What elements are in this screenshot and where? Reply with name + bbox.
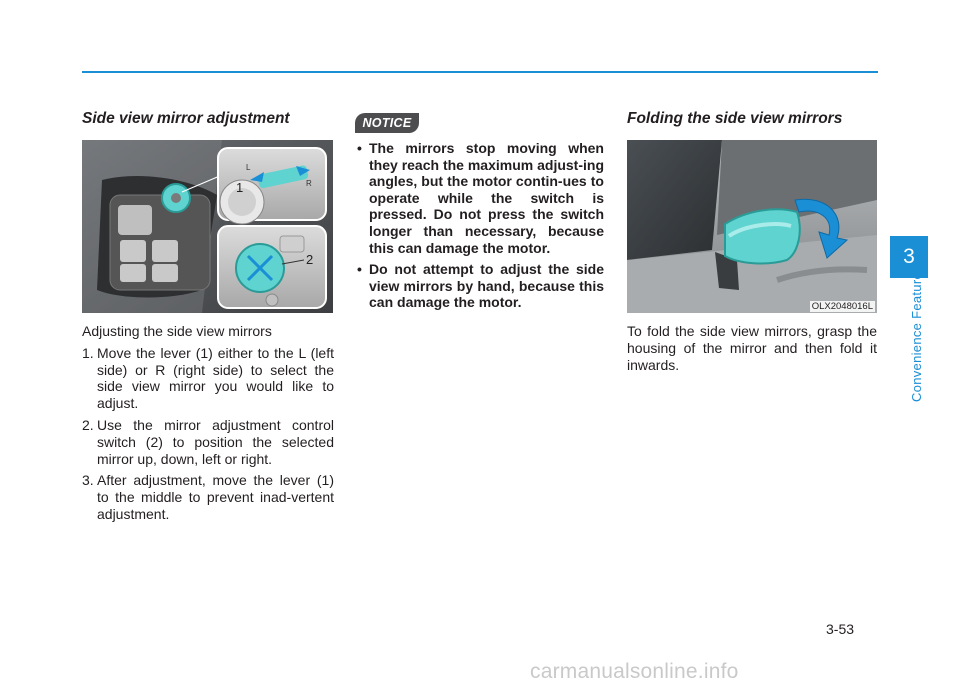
folding-text: To fold the side view mirrors, grasp the housing of the mirror and then fold it inwards. xyxy=(627,323,877,373)
mirror-switch-illustration xyxy=(82,140,333,313)
notice-text: Do not attempt to adjust the side view mirrors by hand, because this can damage the motor. xyxy=(369,261,604,311)
adjustment-steps xyxy=(82,345,334,523)
step-item xyxy=(82,472,334,522)
mirror-adjustment-text xyxy=(82,323,334,523)
section-heading-folding-mirrors: Folding the side view mirrors xyxy=(627,110,843,127)
step-number: 3. xyxy=(82,472,94,489)
step-number: 1. xyxy=(82,344,94,361)
switch-label-l: L xyxy=(246,163,251,172)
header-rule xyxy=(82,71,878,73)
step-number: 2. xyxy=(82,416,94,433)
notice-item xyxy=(357,140,604,256)
adjustment-intro: Adjusting the side view mirrors xyxy=(82,323,272,339)
folding-mirror-illustration xyxy=(627,140,877,313)
switch-label-r: R xyxy=(306,179,312,188)
chapter-name: Convenience Features xyxy=(909,265,924,402)
callout-2: 2 xyxy=(306,252,314,267)
step-item xyxy=(82,345,334,412)
watermark: carmanualsonline.info xyxy=(530,660,739,683)
bullet: • xyxy=(357,261,362,278)
step-text: Use the mirror adjustment control switch (2) to position the selected mirror up, down, left or right. xyxy=(97,416,334,467)
mirror-switch-photo xyxy=(82,140,333,313)
section-heading-mirror-adjustment: Side view mirror adjustment xyxy=(82,110,290,127)
bullet: • xyxy=(357,140,362,156)
notice-text: The mirrors stop moving when they reach the maximum adjust-ing angles, but the motor contin-ues to operate while the switch is pressed. Do not press the switch longer than necessary, because this can damage the motor. xyxy=(369,140,604,256)
page-number: 3-53 xyxy=(826,621,855,637)
step-text: Move the lever (1) either to the L (left side) or R (right side) to select the side view mirror you would like to adjust. xyxy=(97,344,334,412)
notice-item xyxy=(357,261,604,311)
chapter-number-tab: 3 xyxy=(890,236,928,278)
step-text: After adjustment, move the lever (1) to the middle to prevent inad-vertent adjustment. xyxy=(97,472,334,522)
notice-badge: NOTICE xyxy=(355,113,419,133)
photo-code: OLX2048016L xyxy=(811,301,873,312)
notice-list xyxy=(357,140,604,316)
step-item xyxy=(82,417,334,467)
callout-1: 1 xyxy=(236,180,244,195)
folding-mirror-photo xyxy=(627,140,877,313)
